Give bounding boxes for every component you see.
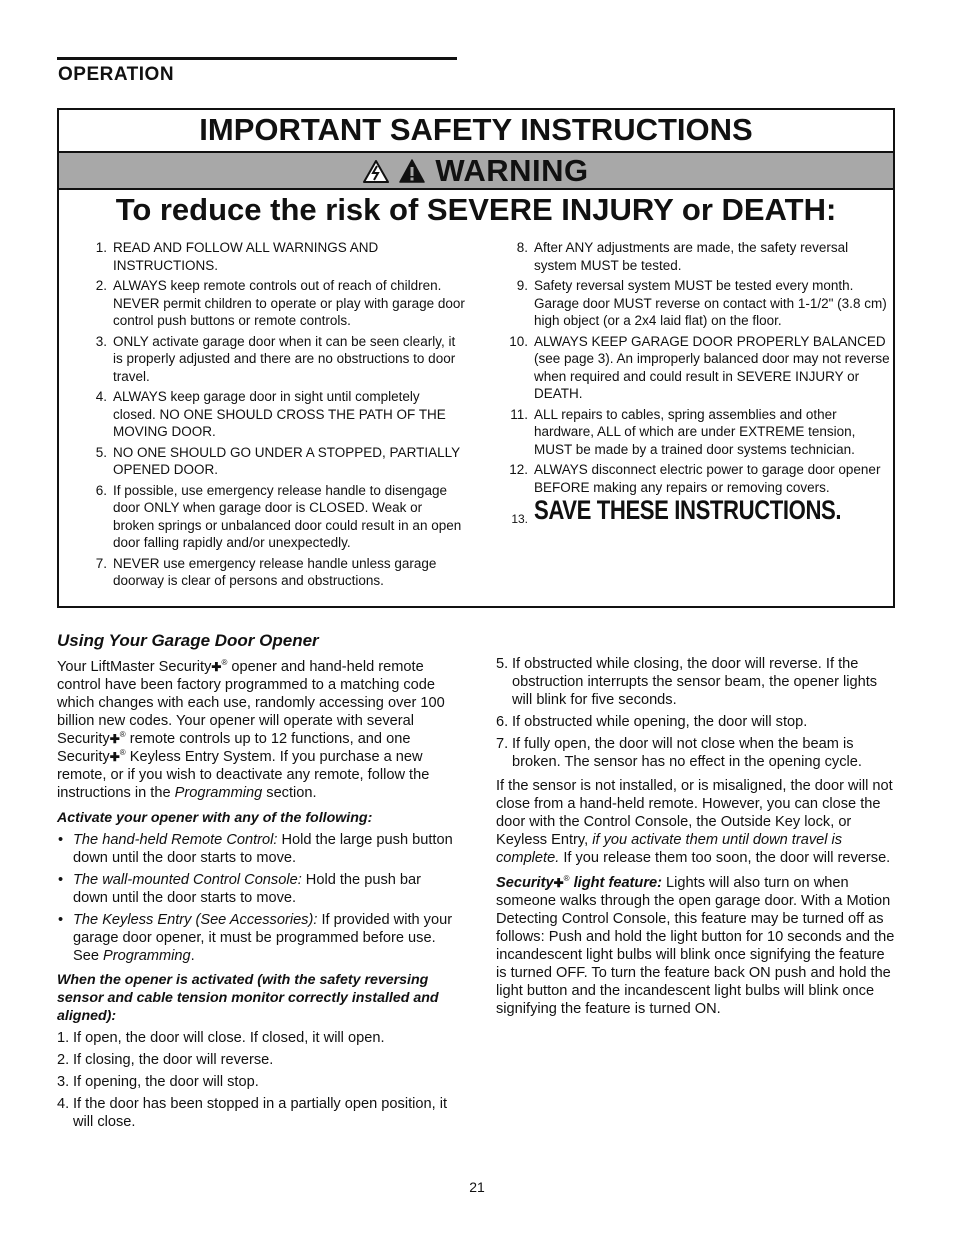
security-plus-mark: ✚ — [109, 750, 120, 764]
list-item: • The Keyless Entry (See Accessories): If provided with your garage door opener, it must be programmed before use. See Programming. — [58, 912, 453, 964]
list-item: 6. If obstructed while opening, the door will stop. — [496, 714, 808, 730]
activation-steps-continued — [496, 655, 896, 771]
section-label: OPERATION — [58, 64, 175, 85]
light-feature-paragraph: Security✚® light feature: Lights will also turn on when someone walks through the open garage door. With a Motion Detecting Control Console, this feature may be turned off as follows: Push and hold the light button for 10 seconds and the incandescent light bulbs will blink once signifying the feature is turned OFF. To turn the feature back ON push and hold the light button and the incandescent light bulbs will blink once signifying the feature is turned ON. — [496, 874, 895, 1017]
safety-rule: 1. READ AND FOLLOW ALL WARNINGS AND INSTRUCTIONS. — [95, 240, 379, 273]
activated-heading: When the opener is activated (with the safety reversing sensor and cable tension monitor correctly installed and aligned): — [57, 972, 439, 1024]
left-column — [57, 632, 457, 1137]
header-rule — [57, 57, 457, 60]
activation-steps — [57, 1029, 457, 1131]
safety-rule: 5. NO ONE SHOULD GO UNDER A STOPPED, PARTIALLY OPENED DOOR. — [95, 444, 460, 477]
safety-title: IMPORTANT SAFETY INSTRUCTIONS — [199, 112, 753, 147]
security-plus-mark: ✚ — [553, 876, 564, 890]
registered-mark: ® — [119, 730, 126, 740]
safety-rule: 3. ONLY activate garage door when it can be seen clearly, it is properly adjusted and there are no obstructions to door travel. — [95, 333, 456, 384]
safety-rules-right — [496, 239, 891, 527]
registered-mark: ® — [221, 658, 228, 668]
save-instructions-text: SAVE THESE INSTRUCTIONS. — [534, 495, 842, 525]
risk-title: To reduce the risk of SEVERE INJURY or DEATH: — [115, 192, 837, 227]
sensor-paragraph: If the sensor is not installed, or is misaligned, the door will not close from a hand-held remote. However, you can close the door with the Control Console, the Outside Key lock, or Keyless Entry, if you activate them until down travel is complete. If you release them too soon, the door will reverse. — [496, 778, 893, 866]
safety-rule: 11. ALL repairs to cables, spring assemblies and other hardware, ALL of which are under EXTREME tension, MUST be made by a trained door systems technician. — [510, 406, 856, 457]
safety-rule: 12. ALWAYS disconnect electric power to garage door opener BEFORE making any repairs or removing covers. — [509, 462, 881, 495]
list-item: 4. If the door has been stopped in a partially open position, it will close. — [57, 1096, 448, 1130]
safety-rule: 7. NEVER use emergency release handle unless garage doorway is clear of persons and obstructions. — [95, 555, 437, 588]
security-plus-mark: ✚ — [109, 732, 120, 746]
warning-bar — [59, 151, 893, 190]
save-instructions: 13. SAVE THESE INSTRUCTIONS. — [511, 495, 842, 526]
list-item: 7. If fully open, the door will not close when the beam is broken. The sensor has no effect in the opening cycle. — [496, 736, 862, 770]
section-heading: Using Your Garage Door Opener — [57, 631, 319, 650]
list-item: 3. If opening, the door will stop. — [57, 1074, 259, 1090]
safety-rule: 10. ALWAYS KEEP GARAGE DOOR PROPERLY BALANCED (see page 3). An improperly balanced door may not reverse when required and could result in SEVERE INJURY or DEATH. — [509, 333, 890, 401]
security-plus-mark: ✚ — [211, 660, 222, 674]
list-item: 2. If closing, the door will reverse. — [57, 1052, 274, 1068]
list-item: • The hand-held Remote Control: Hold the large push button down until the door starts to move. — [58, 832, 453, 866]
activation-methods — [57, 831, 457, 965]
page-number: 21 — [469, 1179, 485, 1195]
registered-mark: ® — [119, 748, 126, 758]
safety-rules-left — [75, 239, 465, 593]
safety-rule: 2. ALWAYS keep remote controls out of reach of children. NEVER permit children to operate or play with garage door control push buttons or remote controls. — [95, 278, 465, 328]
registered-mark: ® — [563, 874, 570, 884]
intro-paragraph: Your LiftMaster Security✚® opener and hand-held remote control have been factory programmed to a matching code which changes with each use, randomly accessing over 100 billion new codes. Your opener will operate with several Security✚® remote controls up to 12 functions, and one Security✚® Keyless Entry System. If you purchase a new remote, or if you wish to deactivate any remote, follow the instructions in the Programming section. — [57, 658, 445, 801]
right-column — [496, 655, 896, 1025]
list-item: • The wall-mounted Control Console: Hold the push bar down until the door starts to move. — [58, 872, 422, 906]
safety-instructions-box — [57, 108, 895, 608]
list-item: 5. If obstructed while closing, the door will reverse. If the obstruction interrupts the sensor beam, the opener lights will blink for five seconds. — [496, 656, 878, 708]
warning-triangle-icon — [399, 159, 425, 183]
safety-rule: 8. After ANY adjustments are made, the safety reversal system MUST be tested. — [516, 240, 849, 273]
electrical-hazard-icon — [363, 159, 389, 183]
warning-label: WARNING — [435, 152, 589, 188]
safety-rule: 6. If possible, use emergency release handle to disengage door ONLY when garage door is CLOSED. Weak or broken springs or unbalanced door could result in an open door falling rapidly and/or unexpectedly. — [95, 482, 462, 550]
activate-heading: Activate your opener with any of the following: — [57, 810, 373, 826]
list-item: 1. If open, the door will close. If closed, it will open. — [57, 1030, 385, 1046]
safety-rule: 4. ALWAYS keep garage door in sight until completely closed. NO ONE SHOULD CROSS THE PATH OF THE MOVING DOOR. — [95, 389, 446, 439]
safety-rule: 9. Safety reversal system MUST be tested every month. Garage door MUST reverse on contact with 1-1/2" (3.8 cm) high object (or a 2x4 laid flat) on the floor. — [516, 278, 887, 328]
